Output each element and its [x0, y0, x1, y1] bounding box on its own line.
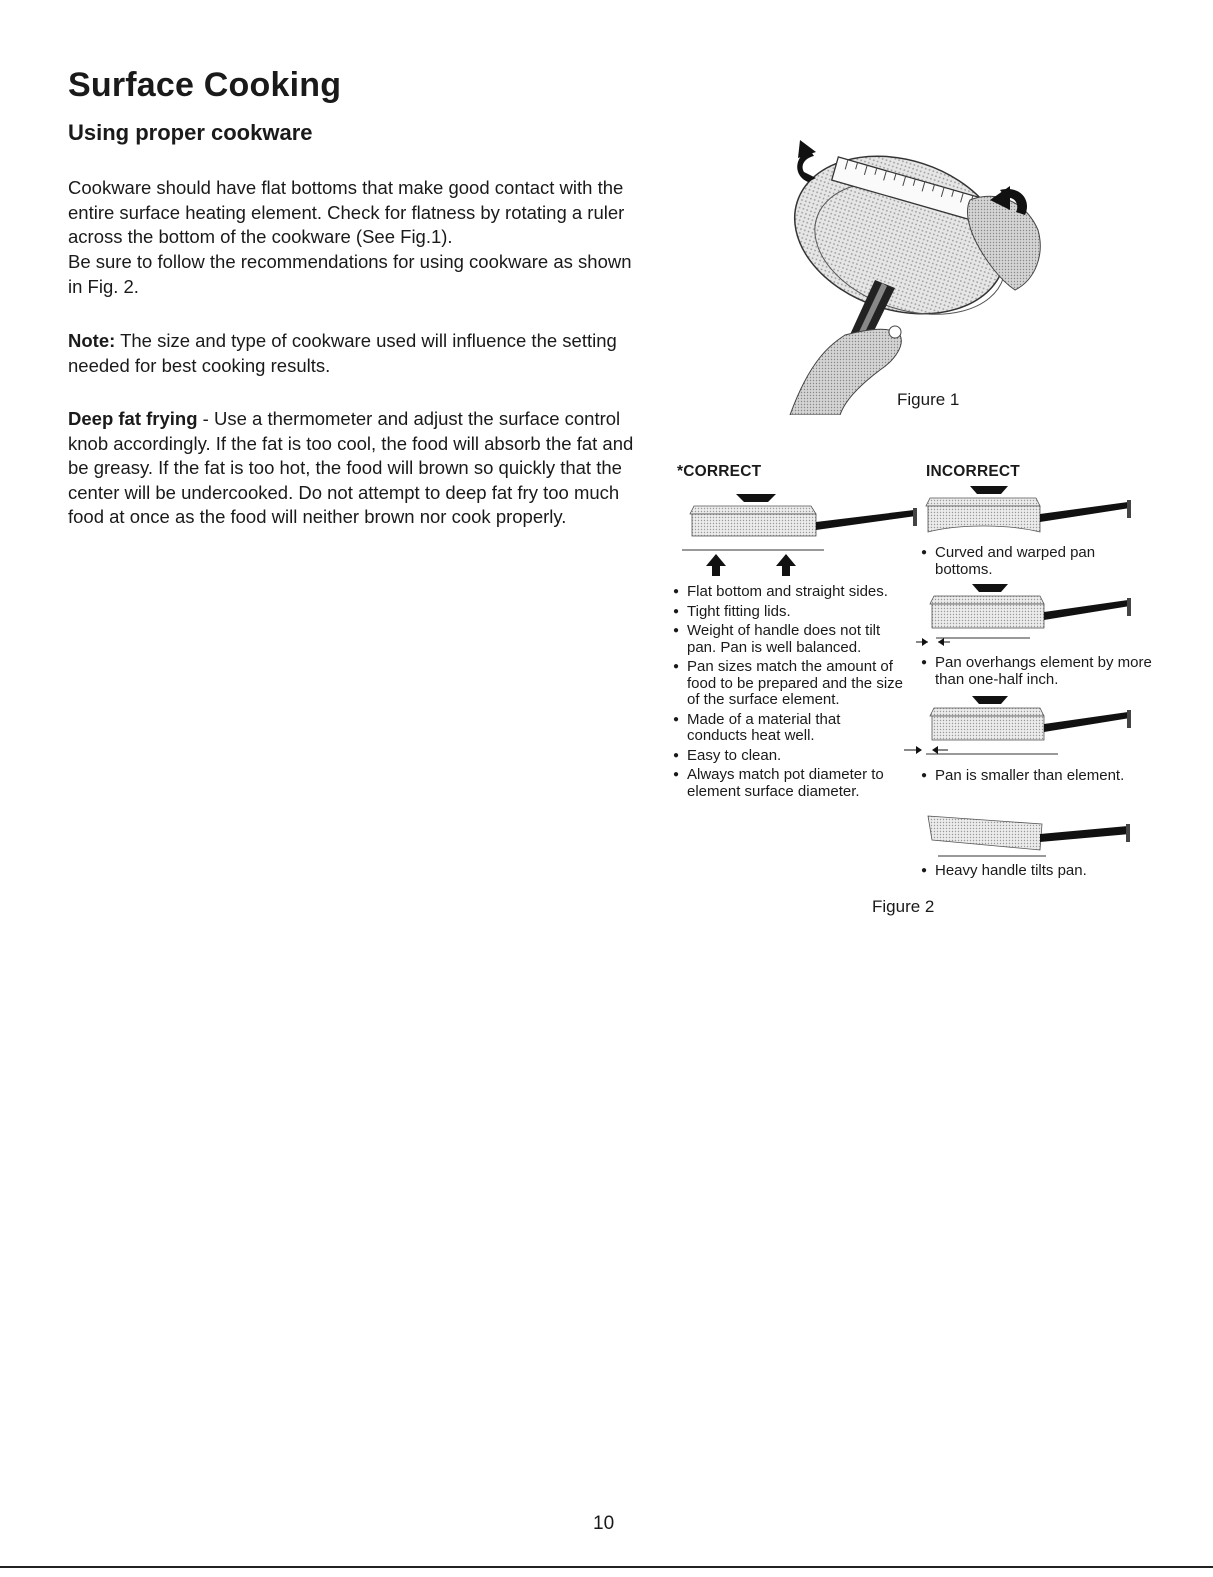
list-item: ● Easy to clean. [673, 748, 903, 765]
correct-pan-illustration [676, 486, 926, 578]
incorrect-item-smaller: ● Pan is smaller than element. [921, 768, 1135, 785]
correct-heading: *CORRECT [677, 463, 762, 480]
overhang-pan-illustration [910, 580, 1138, 650]
bottom-rule [0, 1566, 1213, 1568]
figure1-ruler-check-illustration [770, 130, 1050, 415]
small-pan-illustration [900, 692, 1138, 764]
tilted-pan-illustration [918, 812, 1138, 862]
section-subtitle: Using proper cookware [68, 120, 313, 145]
page-title: Surface Cooking [68, 66, 342, 104]
list-item: ● Pan sizes match the amount of food to be prepared and the size of the surface element. [673, 659, 903, 709]
figure2-caption: Figure 2 [872, 897, 935, 916]
paragraph-recommendations: Be sure to follow the recommendations for using cookware as shown in Fig. 2. [68, 251, 632, 297]
deep-fat-frying-text: - Use a thermometer and adjust the surface control knob accordingly. If the fat is too cool, the food will absorb the fat and be greasy. If the fat is too hot, the food will brown so quickly that the center will be undercooked. Do not attempt to deep fat fry too much food at once as the food will neither brown nor cook properly. [68, 408, 634, 527]
list-item: ● Made of a material that conducts heat well. [673, 712, 903, 745]
incorrect-heading: INCORRECT [926, 463, 1020, 480]
incorrect-item-warped: ● Curved and warped pan bottoms. [921, 545, 1155, 578]
note-text: The size and type of cookware used will influence the setting needed for best cooking results. [68, 330, 617, 376]
list-item: ● Flat bottom and straight sides. [673, 584, 903, 601]
paragraph-flatness: Cookware should have flat bottoms that make good contact with the entire surface heating element. Check for flatness by rotating a ruler across the bottom of the cookware (See Fig.1). [68, 177, 625, 247]
note-label: Note: [68, 330, 116, 351]
list-item: ● Always match pot diameter to element surface diameter. [673, 767, 903, 800]
figure1-caption: Figure 1 [897, 390, 960, 409]
deep-fat-frying-label: Deep fat frying [68, 408, 198, 429]
list-item: ● Weight of handle does not tilt pan. Pan is well balanced. [673, 623, 903, 656]
list-item: ● Tight fitting lids. [673, 604, 903, 621]
page-number: 10 [593, 1513, 615, 1534]
hand-lower-shape [790, 329, 901, 415]
incorrect-item-overhang: ● Pan overhangs element by more than one-half inch. [921, 655, 1160, 688]
incorrect-item-heavy-handle: ● Heavy handle tilts pan. [921, 863, 1135, 880]
warped-pan-illustration [918, 484, 1138, 544]
paragraph-deep-fat-frying [68, 407, 638, 530]
correct-items-list [673, 584, 903, 803]
paragraph-note [68, 329, 638, 378]
